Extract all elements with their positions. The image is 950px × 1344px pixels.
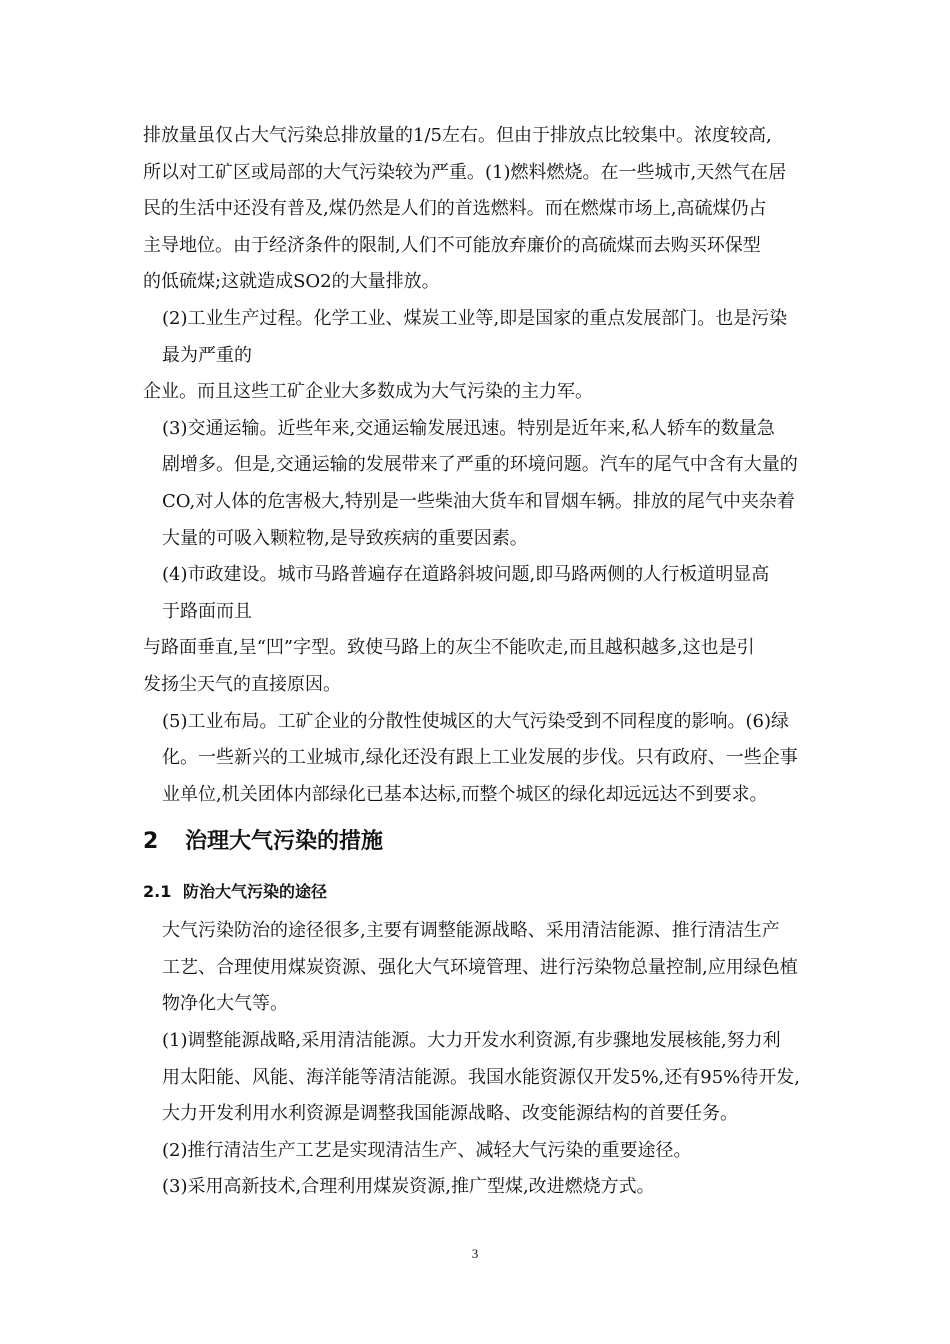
subsection-heading	[143, 871, 808, 913]
paragraph	[143, 118, 808, 301]
paragraph	[143, 1133, 808, 1170]
text-line: 企业。而且这些工矿企业大多数成为大气污染的主力军。	[143, 381, 593, 403]
paragraph	[143, 1023, 808, 1133]
paragraph	[143, 411, 808, 557]
text-line: 主导地位。由于经济条件的限制,人们不可能放弃廉价的高硫煤而去购买环保型	[143, 234, 761, 256]
text-line: 的低硫煤;这就造成SO2的大量排放。	[143, 271, 440, 293]
text-line: 业单位,机关团体内部绿化已基本达标,而整个城区的绿化却远远达不到要求。	[162, 783, 768, 805]
paragraph	[143, 1169, 808, 1206]
paragraph	[143, 704, 808, 814]
text-line: 最为严重的	[162, 344, 252, 366]
text-line: 大气污染防治的途径很多,主要有调整能源战略、采用清洁能源、推行清洁生产	[162, 920, 780, 942]
text-line: 大力开发利用水利资源是调整我国能源战略、改变能源结构的首要任务。	[162, 1103, 738, 1125]
subsection-number: 2.1	[143, 882, 172, 902]
text-line: (1)调整能源战略,采用清洁能源。大力开发水利资源,有步骤地发展核能,努力利	[162, 1030, 781, 1052]
body-section-causes	[143, 118, 808, 813]
text-line: 排放量虽仅占大气污染总排放量的1/5左右。但由于排放点比较集中。浓度较高,	[143, 125, 772, 146]
text-line: CO,对人体的危害极大,特别是一些柴油大货车和冒烟车辆。排放的尾气中夹杂着	[162, 490, 795, 512]
text-line: 发扬尘天气的直接原因。	[143, 673, 341, 695]
text-line: 所以对工矿区或局部的大气污染较为严重。(1)燃料燃烧。在一些城市,天然气在居	[143, 161, 787, 183]
text-line: (2)推行清洁生产工艺是实现清洁生产、减轻大气污染的重要途径。	[162, 1139, 692, 1161]
paragraph	[143, 630, 808, 703]
text-line: (3)交通运输。近些年来,交通运输发展迅速。特别是近年来,私人轿车的数量急	[162, 417, 775, 439]
paragraph	[143, 374, 808, 411]
subsection-title: 防治大气污染的途径	[183, 882, 328, 902]
text-line: (5)工业布局。工矿企业的分散性使城区的大气污染受到不同程度的影响。(6)绿	[162, 710, 789, 732]
section-title: 治理大气污染的措施	[185, 829, 384, 855]
text-line: 物净化大气等。	[162, 993, 288, 1015]
text-line: 大量的可吸入颗粒物,是导致疾病的重要因素。	[162, 527, 528, 549]
paragraph	[143, 557, 808, 630]
paragraph	[143, 301, 808, 374]
text-line: 用太阳能、风能、海洋能等清洁能源。我国水能资源仅开发5%,还有95%待开发,	[162, 1066, 801, 1088]
paragraph	[143, 913, 808, 1023]
text-line: 于路面而且	[162, 600, 252, 622]
text-line: (3)采用高新技术,合理利用煤炭资源,推广型煤,改进燃烧方式。	[162, 1176, 655, 1198]
text-line: 工艺、合理使用煤炭资源、强化大气环境管理、进行污染物总量控制,应用绿色植	[162, 956, 798, 978]
page-body	[143, 118, 808, 1206]
text-line: (4)市政建设。城市马路普遍存在道路斜坡问题,即马路两侧的人行板道明显高	[162, 564, 770, 586]
text-line: (2)工业生产过程。化学工业、煤炭工业等,即是国家的重点发展部门。也是污染	[162, 307, 788, 329]
body-section-measures	[143, 913, 808, 1206]
page-number: 3	[471, 1246, 479, 1261]
text-line: 民的生活中还没有普及,煤仍然是人们的首选燃料。而在燃煤市场上,高硫煤仍占	[143, 198, 767, 220]
section-number: 2	[143, 829, 159, 855]
text-line: 与路面垂直,呈“凹”字型。致使马路上的灰尘不能吹走,而且越积越多,这也是引	[143, 637, 755, 659]
section-heading	[143, 813, 808, 871]
text-line: 化。一些新兴的工业城市,绿化还没有跟上工业发展的步伐。只有政府、一些企事	[162, 747, 798, 769]
text-line: 剧增多。但是,交通运输的发展带来了严重的环境问题。汽车的尾气中含有大量的	[162, 454, 798, 476]
